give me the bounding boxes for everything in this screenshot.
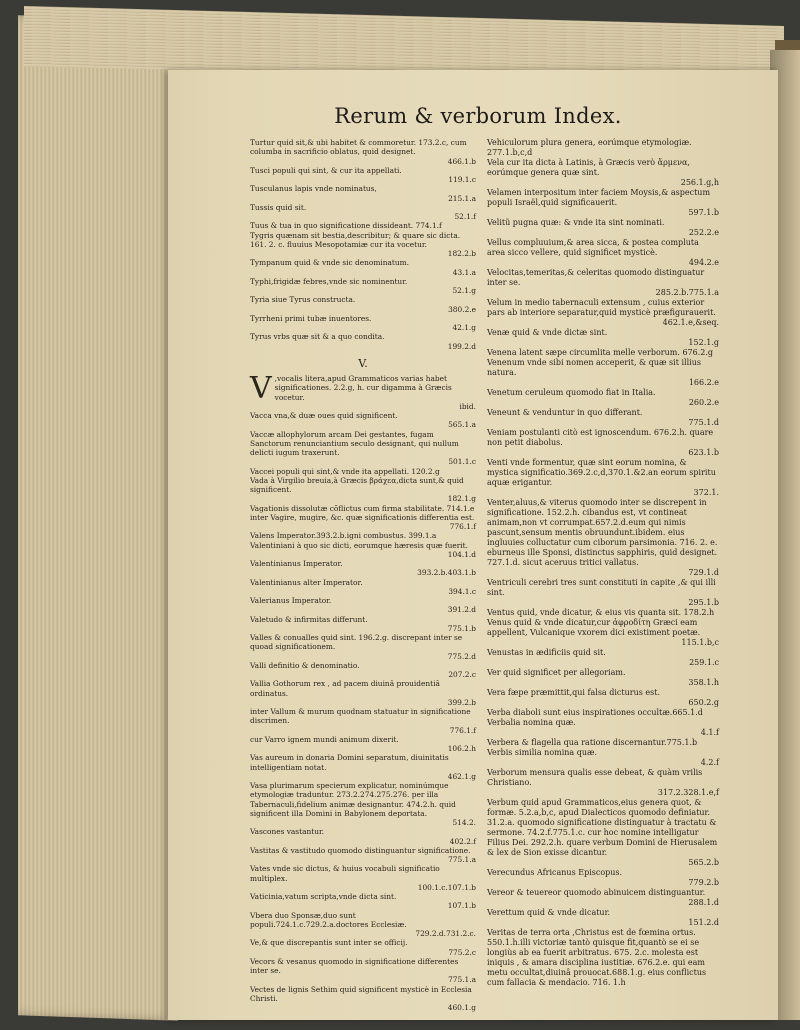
index-entry [250, 231, 476, 259]
index-entry-text: Ver quid significet per allegoriam. [487, 668, 626, 677]
index-entry-reference: 104.1.d [447, 549, 476, 559]
index-entry-text: Verbalia nomina quæ. [487, 718, 576, 727]
index-entry [487, 138, 719, 158]
index-entry [487, 708, 719, 718]
index-entry-text: Ventus quid, vnde dicatur, & eius vis quanta sit. 178.2.h [487, 608, 715, 617]
index-entry-reference: 466.1.b [447, 156, 476, 166]
index-entry-reference: 775.1.a [448, 975, 476, 985]
index-entry-text: Tygris quænam sit bestia,describitur; & quare sic dicta. 161. 2. c. fluuius Mesopotamiæ cur ita vocetur. [250, 230, 461, 249]
index-entry-reference: 565.1.a [448, 420, 476, 430]
index-entry [487, 268, 719, 298]
index-entry-reference: 494.2.e [688, 258, 719, 267]
index-entry-text: Turtur quid sit,& ubi habitet & commoretur. 173.2.c, cum columba in sacrificio oblatus, quid designet. [250, 138, 467, 157]
index-entry [487, 928, 719, 988]
index-entry-text: Venena latent sæpe circumlita melle verborum. 676.2.g [487, 348, 714, 357]
index-entry-reference: 729.1.d [688, 568, 719, 577]
index-entry [250, 221, 476, 230]
index-entry-text: Vellus compluuium,& area sicca, & postea compluta area sicco vellere, quid significet mysticè. [487, 238, 699, 257]
index-entry-text: Vera fæpe præmittit,qui falsa dicturus est. [487, 688, 660, 697]
index-entry-reference: 182.1.g [447, 494, 476, 504]
index-entry-text: Valentinianus Imperator. [250, 559, 343, 568]
index-entry-reference: 151.2.d [688, 918, 719, 927]
index-entry-text: Vasa plurimarum specierum explicatur, nominúmque etymologiæ traduntur. 273.2.274.275.276. per illa Tabernaculi,fidelium animæ designantur. 474.2.h. quid significent illa Domini in Babylonem deportata. [250, 781, 456, 818]
index-entry-text: Vehiculorum plura genera, eorúmque etymologiæ. 277.1.b,c,d [487, 138, 692, 157]
index-entry [487, 718, 719, 738]
index-entry [250, 735, 476, 754]
index-entry-reference: 317.2.328.1.e,f [657, 788, 719, 797]
index-entry [250, 596, 476, 615]
index-entry [487, 158, 719, 188]
index-entry [250, 781, 476, 827]
index-entry-reference: 152.1.g [688, 338, 719, 347]
index-entry-text: Verborum mensura qualis esse debeat, & quàm vrilis Christiano. [487, 768, 703, 787]
index-entry-reference: 52.1.g [452, 286, 476, 295]
index-entry [250, 661, 476, 680]
index-entry-text: Vbera duo Sponsæ,duo sunt populi.724.1.c.729.2.a.doctores Ecclesiæ. [250, 910, 407, 929]
book-page-edges [18, 15, 178, 1021]
index-entry-reference: 166.2.e [688, 378, 719, 387]
index-entry [250, 314, 476, 333]
index-entry [487, 578, 719, 608]
index-entry-reference: 380.2.e [448, 304, 476, 314]
index-entry-reference: ibid. [459, 401, 476, 411]
index-entry [250, 559, 476, 578]
index-entry-reference: 776.1.f [449, 725, 476, 735]
index-entry-reference: 565.2.b [688, 858, 719, 867]
index-entry-text: Tuus & tua in quo significatione dissideant. 774.1.f [250, 221, 442, 231]
index-entry-reference: 199.2.d [447, 341, 476, 351]
index-entry [250, 615, 476, 634]
index-entry-text: Tyrrheni primi tubæ inuentores. [250, 313, 372, 323]
index-entry-reference: 52.1.f [454, 212, 476, 221]
index-entry-text: Velitũ pugna quæ: & vnde ita sint nominati. [487, 218, 665, 227]
index-entry [250, 679, 476, 707]
index-entry [487, 428, 719, 458]
index-entry-reference: 372.1. [693, 488, 719, 497]
index-entry [250, 957, 476, 985]
index-entry-reference: 597.1.b [688, 208, 719, 217]
index-entry-text: Verecundus Africanus Episcopus. [487, 868, 623, 877]
index-entry-text: Valli definitio & denominatio. [250, 660, 360, 670]
index-entry [487, 348, 719, 358]
index-entry [250, 295, 476, 314]
index-entry [487, 608, 719, 618]
index-entry [250, 476, 476, 504]
index-entry-reference: 776.1.f [449, 522, 476, 531]
page-header: Rerum & verborum Index. [334, 104, 622, 128]
index-entry-text: Veneunt & venduntur in quo differant. [487, 408, 643, 417]
index-entry-text: Tusci populi qui sint, & cur ita appellati. [250, 165, 402, 175]
index-entry-reference: 391.2.d [447, 605, 476, 615]
index-entry-reference: 501.1.c [448, 457, 476, 467]
index-entry-reference: 182.2.b [447, 249, 476, 258]
index-entry [250, 332, 476, 351]
index-entry-text: cur Varro ignem mundi animum dixerit. [250, 734, 399, 744]
section-letter-heading: V. [358, 356, 368, 370]
index-entry [487, 668, 719, 688]
index-entry-text: Vela cur ita dicta à Latinis, à Græcis verò ἄρμενα, eorúmque genera quæ sint. [487, 158, 690, 177]
index-entry-reference: 42.1.g [452, 323, 476, 332]
index-entry [250, 166, 476, 185]
index-entry-text: Vascones vastantur. [250, 827, 325, 837]
index-entry-reference: 779.2.b [688, 878, 719, 887]
index-entry-text: Vaticinia,vatum scripta,vnde dicta sint. [250, 892, 397, 901]
index-entry-text: Vada à Virgilio breuia,à Græcis βράχεα,dicta sunt,& quid significent. [250, 475, 464, 494]
index-entry [487, 908, 719, 928]
index-entry [487, 328, 719, 348]
index-entry [250, 138, 476, 166]
index-entry-text: Verettum quid & vnde dicatur. [487, 908, 611, 917]
index-entry-text: Valentiniani à quo sic dicti, eorumque hæresis quæ fuerit. [250, 540, 468, 550]
index-entry-text: Valentinianus alter Imperator. [250, 577, 363, 587]
index-entry [250, 184, 476, 203]
index-entry-reference: 288.1.d [688, 898, 719, 907]
index-entry-text: Velamen interpositum inter faciem Moysis,& aspectum populi Israël,quid significauerit. [487, 188, 711, 207]
index-entry [487, 648, 719, 668]
index-entry-reference: 260.2.e [688, 398, 719, 407]
index-entry-text: Verbum quid apud Grammaticos,eius genera quot, & formæ. 5.2.a,b,c, apud Dialecticos quomodo definiatur. 31.2.a. quomodo significatione distinguatur à tractatu & sermone. 74.2.f.775.1.c. cur hoc nomine intelligatur Filius Dei. 292.2.h. quare verbum Domini de Hierusalem & lex de Sion exisse dicantur. [487, 798, 718, 857]
index-entry [250, 513, 476, 532]
index-entry [250, 846, 476, 865]
index-entry-text: Veniam postulanti citò est ignoscendum. 676.2.h. quare non petit diabolus. [487, 428, 714, 447]
index-entry-text: Vectes de lignis Sethim quid significent mysticè in Ecclesia Christi. [250, 984, 472, 1003]
index-entry-reference: 775.1.a [448, 855, 476, 864]
index-entry [250, 938, 476, 957]
index-entry [487, 458, 719, 498]
index-entry-text: Tympanum quid & vnde sic denominatum. [250, 258, 409, 268]
index-entry-reference: 4.1.f [700, 728, 719, 737]
index-entry-text: Verbera & flagella qua ratione discernantur.775.1.b [487, 738, 698, 747]
index-entry-text: Ventriculi cerebri tres sunt constituti in capite ,& qui illi sint. [487, 578, 716, 597]
index-entry-text: inter Vagire, mugire, &c. quæ significationis differentia est. [250, 512, 475, 522]
index-entry [250, 911, 476, 939]
index-entry-reference: 107.1.b [447, 901, 476, 911]
index-entry-reference: 775.1.d [688, 418, 719, 427]
index-entry-reference: 462.1.e,&seq. [662, 318, 719, 327]
index-entry [250, 541, 476, 560]
index-entry-text: Vaccæ allophylorum arcam Dei gestantes, fugam Sanctorum renunciantium seculo designant, qui nullum delicti iugum traxerunt. [250, 429, 459, 457]
index-entry-reference: 514.2. [452, 818, 476, 827]
index-entry-text: Verba diaboli sunt eius inspirationes occultæ.665.1.d [487, 708, 703, 717]
index-entry [250, 707, 476, 735]
index-entry-reference: 775.2.d [447, 651, 476, 661]
index-entry-text: Vallia Gothorum rex , ad pacem diuinâ prouidentiâ ordinatus. [250, 679, 440, 698]
index-entry-text: Typhi,frigidæ febres,vnde sic nominentur. [250, 276, 408, 286]
index-entry-text: inter Vallum & murum quodnam statuatur in significatione discrimen. [250, 707, 471, 726]
index-entry-text: Verbis similia nomina quæ. [487, 748, 598, 757]
index-entry-reference: 623.1.b [688, 448, 719, 457]
index-entry [487, 408, 719, 428]
index-entry-reference: 115.1.b,c [681, 638, 719, 647]
index-entry-text: Vaccei populi qui sint,& vnde ita appellati. 120.2.g [250, 466, 440, 476]
index-entry [250, 633, 476, 661]
index-entry-reference: 399.2.b [447, 697, 476, 707]
index-entry [487, 738, 719, 748]
index-entry-text: Valles & conualles quid sint. 196.2.g. discrepant inter se quoad significationem. [250, 633, 463, 652]
index-entry-text: Tyria siue Tyrus constructa. [250, 295, 356, 305]
index-entry-text: Tyrus vrbs quæ sit & a quo condita. [250, 332, 385, 342]
index-entry [250, 531, 476, 540]
index-entry-text: ,vocalis litera,apud Grammaticos varias habet significationes. 2.2.g, h. cur digamma à Græcis vocetur. [274, 374, 452, 402]
index-entry [487, 188, 719, 218]
index-entry-text: Vereor & teuereor quomodo abinuicem distinguantur. [487, 888, 706, 897]
index-entry [250, 578, 476, 597]
index-entry-reference: 402.2.f [449, 836, 476, 846]
index-entry [250, 411, 476, 430]
index-entry-reference: 285.2.b.775.1.a [655, 288, 719, 297]
index-entry [250, 371, 476, 411]
index-entry [487, 798, 719, 868]
index-entry-text: Ve,& que discrepantis sunt inter se officij. [250, 938, 408, 948]
index-entry-reference: 207.2.c [448, 670, 476, 679]
index-entry-reference: 100.1.c.107.1.b [417, 882, 476, 892]
index-entry [487, 768, 719, 798]
index-entry-reference: 256.1.g,h [680, 178, 719, 187]
index-entry-text: Valens Imperator.393.2.b.igni combustus. 399.1.a [250, 531, 437, 541]
index-entry-reference: 106.2.h [447, 744, 476, 753]
index-entry-reference: 295.1.b [688, 598, 719, 607]
index-entry [487, 238, 719, 268]
index-entry-text: Venter,aluus,& viterus quomodo inter se discrepent in significatione. 152.2.h. cibandus est, vt contineat animam,non vt corrumpat.657.2.d.eum qui nimis pascunt,sensum mentis obruundunt.ibidem. eius ingluuies colluctatur cum ciborum parsimonia. 716. 2. e. eburneus ille Sponsi, distinctus sapphiris, quid designet. 727.1.d. sicut aceruus tritici vallatus. [487, 498, 718, 567]
index-entry [487, 618, 719, 648]
drop-capital: V [250, 371, 272, 406]
index-entry [250, 504, 476, 513]
index-entry-text: Valetudo & infirmitas differunt. [250, 614, 368, 624]
index-entry [250, 203, 476, 222]
index-entry [250, 864, 476, 892]
index-entry-text: Vas aureum in donaria Domini separatum, diuinitatis intelligentiam notat. [250, 753, 449, 772]
index-entry [487, 688, 719, 708]
index-entry-text: Velum in medio tabernaculi extensum , cuius exterior pars ab interiore separatur,quid mysticè præfigurauerit. [487, 298, 716, 317]
index-entry [250, 753, 476, 781]
index-entry-text: Vastitas & vastitudo quomodo distinguantur significatione. [250, 845, 471, 855]
index-entry [250, 467, 476, 476]
index-entry [250, 430, 476, 467]
index-entry [250, 277, 476, 296]
index-entry-text: Venti vnde formentur, quæ sint eorum nomina, & mystica significatio.369.2.c,d,370.1.&2.an eorum spiritu aquæ erigantur. [487, 458, 716, 487]
index-entry-text: Venetum ceruleum quomodo fiat in Italia. [487, 388, 656, 397]
index-entry-text: Vacca vna,& duæ oues quid significent. [250, 411, 398, 420]
index-entry-reference: 394.1.c [448, 586, 476, 596]
index-entry-text: Venæ quid & vnde dictæ sint. [487, 328, 608, 337]
index-entry-text: Vecors & vesanus quomodo in significatione differentes inter se. [250, 956, 459, 975]
index-entry-reference: 729.2.d.731.2.c. [415, 929, 476, 938]
index-entry-text: Tussis quid sit. [250, 202, 307, 212]
index-entry [487, 358, 719, 388]
index-entry-text: Venenum vnde sibi nomen acceperit, & quæ sit illius natura. [487, 358, 701, 377]
index-entry [487, 888, 719, 908]
index-entry-reference: 460.1.g [447, 1003, 476, 1012]
index-entry-reference: 43.1.a [452, 267, 476, 277]
index-entry-reference: 4.2.f [700, 758, 719, 767]
index-entry-text: Velocitas,temeritas,& celeritas quomodo distinguatur inter se. [487, 268, 705, 287]
index-entry-reference: 393.2.b.403.1.b [417, 568, 476, 578]
index-entry-text: Vagationis dissolutæ cõflictus cum firma stabilitate. 714.1.e [250, 503, 475, 513]
index-entry-text: Vates vnde sic dictus, & huius vocabuli significatio multiplex. [250, 864, 440, 883]
index-entry-text: Valerianus Imperator. [250, 596, 332, 605]
index-entry [487, 388, 719, 408]
index-entry-reference: 650.2.g [688, 698, 719, 707]
right-index-column [487, 138, 719, 988]
index-entry [487, 498, 719, 578]
index-entry-reference: 215.1.a [448, 193, 476, 203]
index-entry-text: Venus quid & vnde dicatur,cur ἀφροδίτη Græci eam appellent, Vulcanique vxorem dici existiment poetæ. [487, 618, 701, 637]
index-entry-reference: 775.1.b [447, 623, 476, 633]
index-entry [487, 748, 719, 768]
index-entry-text: Veritas de terra orta ,Christus est de fœmina ortus. 550.1.h.illi victoriæ tantò quisque fit,quantò se ei se longiùs ab ea fuerit arbitratus. 675. 2.c. molesta est iniquis , & amara disciplina iustitiæ. 676.2.e. qui eam metu occultat,diuinâ prouocat.688.1.g. eius conflictus cum fallacia & mendacio. 716. 1.h [487, 928, 707, 987]
index-entry [250, 258, 476, 277]
index-entry-reference: 119.1.c [448, 175, 476, 184]
index-entry [250, 985, 476, 1013]
index-entry-reference: 462.1.g [447, 771, 476, 781]
index-entry-reference: 775.2.c [448, 947, 476, 957]
left-index-column [250, 138, 476, 1012]
index-entry-reference: 358.1.h [688, 678, 719, 687]
index-entry-reference: 259.1.c [689, 658, 719, 667]
index-entry [487, 218, 719, 238]
index-entry-text: Venustas in ædificiis quid sit. [487, 648, 606, 657]
index-entry-text: Tusculanus lapis vnde nominatus, [250, 184, 377, 194]
index-entry [250, 827, 476, 846]
index-entry [487, 298, 719, 328]
index-entry-reference: 252.2.e [688, 228, 719, 237]
index-entry [487, 868, 719, 888]
index-entry [250, 892, 476, 911]
